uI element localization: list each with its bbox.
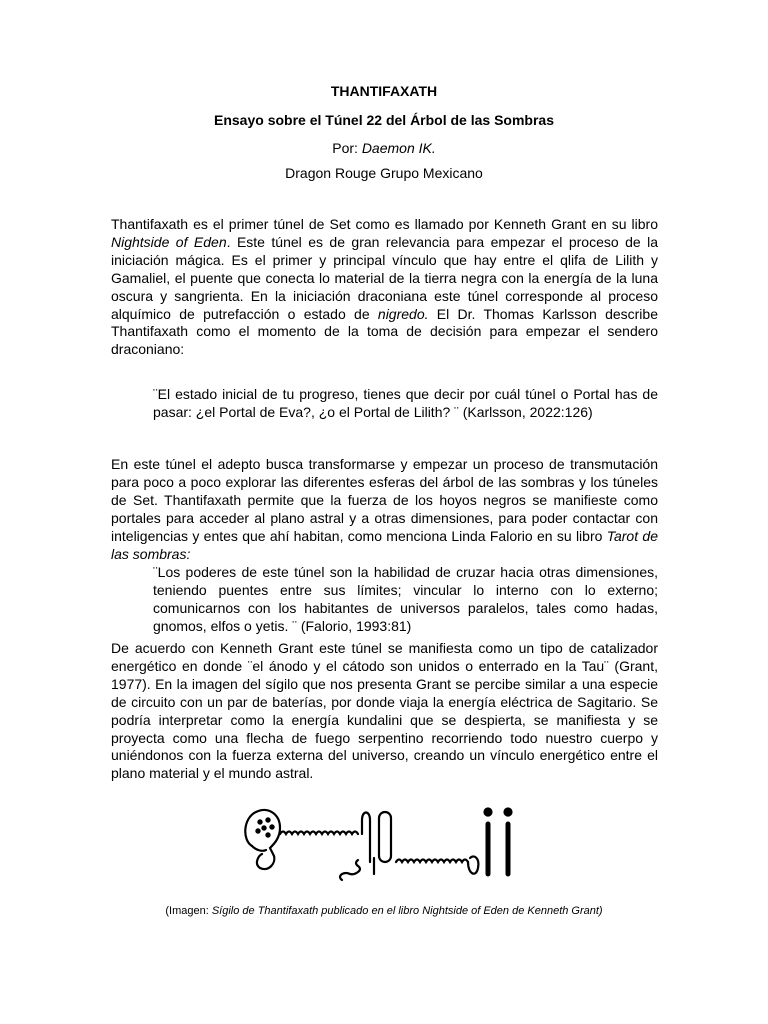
paragraph-3: De acuerdo con Kenneth Grant este túnel se manifiesta como un tipo de catalizador energético en donde ¨el ánodo y el cátodo son unidos o enterrado en la Tau¨ (Grant, 1977). En la imagen del sígilo que nos presenta Grant se percibe similar a una especie de circuito con un par de baterías, por donde viaja la energía eléctrica de Sagitario. Se podría interpretar como la energía kundalini que se despierta, se manifiesta y se proyecta como una flecha de fuego serpentino recorriendo todo nuestro cuerpo y uniéndonos con la fuerza externa del universo, creando un vínculo energético entre el plano material y el mundo astral. (111, 640, 658, 782)
p1-text-c: . Este túnel es de gran relevancia para empezar el proceso de la iniciación mágica. Es el primer y principal vínculo que hay entre el qlifa de Lilith y Gamaliel, el puente que conecta lo material de la tierra negra con la energía de la luna oscura y sangrienta. En la iniciación draconiana este túnel corresponde al proceso alquímico de putrefacción o estado de (111, 233, 658, 322)
p1-text-e: El Dr. Thomas Karlsson describe Thantifaxath como el momento de la toma de decisión para empezar el sendero draconiano: (111, 305, 658, 358)
paragraph-1 (111, 216, 658, 359)
document-title: THANTIFAXATH (330, 83, 438, 99)
caption-prefix: (Imagen: (165, 905, 212, 917)
book-title-nightside: Nightside of Eden (111, 233, 227, 250)
p2-text-a: En este túnel el adepto busca transformarse y empezar un proceso de transmutación para poco a poco explorar las diferentes esferas del árbol de las sombras y los túneles de Set. Thantifaxath permite que la fuerza de los hoyos negros se manifieste como portales para acceder al plano astral y a otras dimensiones, para poder contactar con inteligencias y entes que ahí habitan, como menciona Linda Falorio en su libro (111, 456, 658, 544)
thantifaxath-sigil-image (238, 800, 528, 886)
term-nigredo: nigredo. (377, 305, 429, 322)
document-subtitle: Ensayo sobre el Túnel 22 del Árbol de las Sombras (214, 112, 554, 128)
image-caption (0, 904, 768, 918)
byline-label: Por: (332, 140, 362, 156)
group-name: Dragon Rouge Grupo Mexicano (285, 165, 483, 181)
book-title-tarot: Tarot de las sombras: (111, 527, 658, 562)
paragraph-2 (111, 456, 658, 563)
quote-2: ¨Los poderes de este túnel son la habilidad de cruzar hacia otras dimensiones, teniendo puentes entre sus límites; vincular lo interno con lo externo; comunicarnos con los habitantes de universos paralelos, tales como hadas, gnomos, elfos o yetis. ¨ (Falorio, 1993:81) (153, 564, 658, 634)
p1-text-a: Thantifaxath es el primer túnel de Set como es llamado por Kenneth Grant en su libro (111, 216, 658, 232)
byline (0, 139, 768, 157)
author-name: Daemon IK. (361, 140, 436, 156)
quote-1: ¨El estado inicial de tu progreso, tienes que decir por cuál túnel o Portal has de pasar: ¿el Portal de Eva?, ¿o el Portal de Lilith? ¨ (Karlsson, 2022:126) (153, 386, 658, 420)
caption-text: Sígilo de Thantifaxath publicado en el libro Nightside of Eden de Kenneth Grant) (211, 905, 603, 917)
